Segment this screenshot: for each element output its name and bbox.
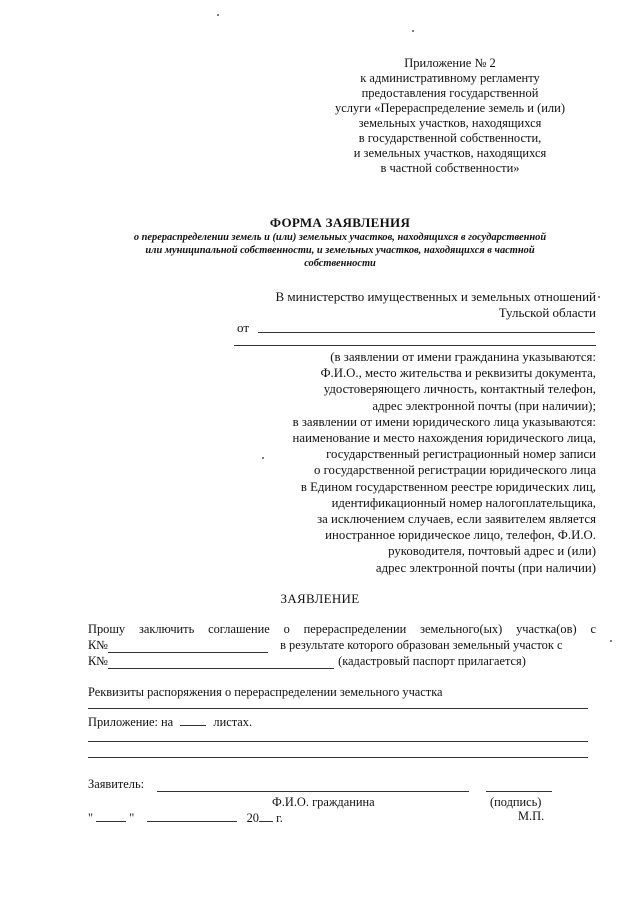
request-word: Прошу	[88, 622, 126, 636]
appendix-line: услуги «Перераспределение земель и (или)	[334, 101, 566, 115]
applicant-row	[88, 777, 144, 792]
instruction-line: за исключением случаев, если заявителем является	[317, 512, 596, 527]
request-line-2-text: в результате которого образован земельный участок с	[280, 638, 563, 652]
form-subtitle-line: или муниципальной собственности, и земельных участков, находящихся в частной	[145, 245, 535, 256]
cadastral-number-label: К№	[88, 654, 109, 668]
date-open-quote: "	[88, 811, 94, 825]
instruction-line: руководителя, почтовый адрес и (или)	[388, 544, 596, 559]
instruction-line: удостоверяющего личность, контактный телефон,	[323, 382, 596, 397]
request-word: земельного(ых)	[420, 622, 503, 636]
date-row	[88, 809, 283, 826]
scan-speck	[262, 457, 264, 459]
from-field[interactable]	[258, 332, 595, 333]
scan-speck	[412, 30, 414, 32]
instruction-line: адрес электронной почты (при наличии);	[372, 398, 596, 413]
instruction-line: иностранное юридическое лицо, телефон, Ф.И.О.	[325, 528, 596, 543]
appendix-line: к административному регламенту	[360, 71, 540, 85]
instruction-line: идентификационный номер налогоплательщика,	[331, 495, 596, 510]
addressee-line: Тульской области	[498, 305, 596, 320]
year-suffix: г.	[276, 811, 283, 825]
instruction-line: (в заявлении от имени гражданина указываются:	[330, 350, 596, 364]
application-heading: ЗАЯВЛЕНИЕ	[280, 591, 360, 606]
form-subtitle-line: о перераспределении земель и (или) земельных участков, находящихся в государственной	[133, 232, 547, 243]
instruction-line: в заявлении от имени юридического лица указываются:	[292, 414, 596, 429]
fio-caption: Ф.И.О. гражданина	[272, 795, 375, 809]
request-word: заключить	[138, 622, 195, 636]
instruction-line: государственный регистрационный номер записи	[326, 447, 596, 462]
applicant-label: Заявитель:	[88, 777, 145, 791]
source-plot-cadastral-field[interactable]	[108, 640, 268, 653]
appendix-header	[300, 56, 600, 176]
form-subtitle	[88, 231, 592, 270]
request-line-3	[88, 653, 596, 669]
attachment-field-line[interactable]	[88, 757, 588, 758]
day-field[interactable]	[96, 809, 126, 822]
request-word: участка(ов)	[516, 622, 577, 636]
cadastral-passport-note: (кадастровый паспорт прилагается)	[338, 654, 526, 668]
from-label: от	[237, 320, 250, 335]
appendix-line: в государственной собственности,	[358, 131, 542, 145]
attachment-sheets-text: листах.	[213, 715, 253, 729]
instruction-line: адрес электронной почты (при наличии)	[375, 560, 596, 575]
from-field-continuation[interactable]	[234, 345, 596, 346]
scan-speck	[217, 14, 219, 16]
order-details-label: Реквизиты распоряжения о перераспределении земельного участка	[88, 685, 443, 699]
appendix-line: земельных участков, находящихся	[358, 116, 542, 130]
year-field[interactable]	[259, 809, 273, 822]
appendix-line: в частной собственности»	[380, 161, 520, 175]
instruction-line: о государственной регистрации юридического лица	[314, 463, 596, 478]
request-line-1	[88, 621, 596, 637]
new-plot-cadastral-field[interactable]	[108, 656, 334, 669]
attachment-label: Приложение: на	[88, 715, 174, 729]
cadastral-number-label: К№	[88, 638, 109, 652]
instruction-line: Ф.И.О., место жительства и реквизиты документа,	[320, 366, 596, 381]
stamp-place-label: М.П.	[518, 809, 545, 823]
sheet-count-field[interactable]	[180, 713, 206, 726]
request-word: соглашение	[208, 622, 270, 636]
order-details-field[interactable]	[88, 708, 588, 709]
scan-speck	[598, 296, 600, 298]
month-field[interactable]	[147, 809, 237, 822]
request-line-2	[88, 637, 596, 653]
appendix-line: Приложение № 2	[404, 56, 496, 70]
scan-speck	[610, 640, 612, 642]
request-word: о	[283, 622, 290, 636]
request-paragraph	[88, 621, 596, 669]
addressee-block	[275, 289, 596, 321]
instruction-line: в Едином государственном реестре юридических лиц,	[300, 479, 596, 494]
signature-caption: (подпись)	[490, 795, 542, 809]
form-subtitle-line: собственности	[304, 258, 376, 269]
instruction-line: наименование и место нахождения юридического лица,	[292, 431, 596, 446]
applicant-signature-field[interactable]	[486, 791, 552, 792]
form-title: ФОРМА ЗАЯВЛЕНИЯ	[269, 215, 411, 230]
date-close-quote: "	[129, 811, 135, 825]
attachment-field-line[interactable]	[88, 741, 588, 742]
applicant-instructions	[293, 349, 596, 576]
appendix-line: предоставления государственной	[361, 86, 539, 100]
request-word: перераспределении	[303, 622, 407, 636]
attachment-row	[88, 713, 252, 730]
from-row	[237, 320, 595, 334]
year-prefix: 20	[246, 811, 259, 825]
request-word: с	[590, 622, 596, 636]
appendix-line: и земельных участков, находящихся	[353, 146, 547, 160]
addressee-line: В министерство имущественных и земельных отношений	[275, 289, 596, 304]
applicant-name-field[interactable]	[157, 791, 469, 792]
